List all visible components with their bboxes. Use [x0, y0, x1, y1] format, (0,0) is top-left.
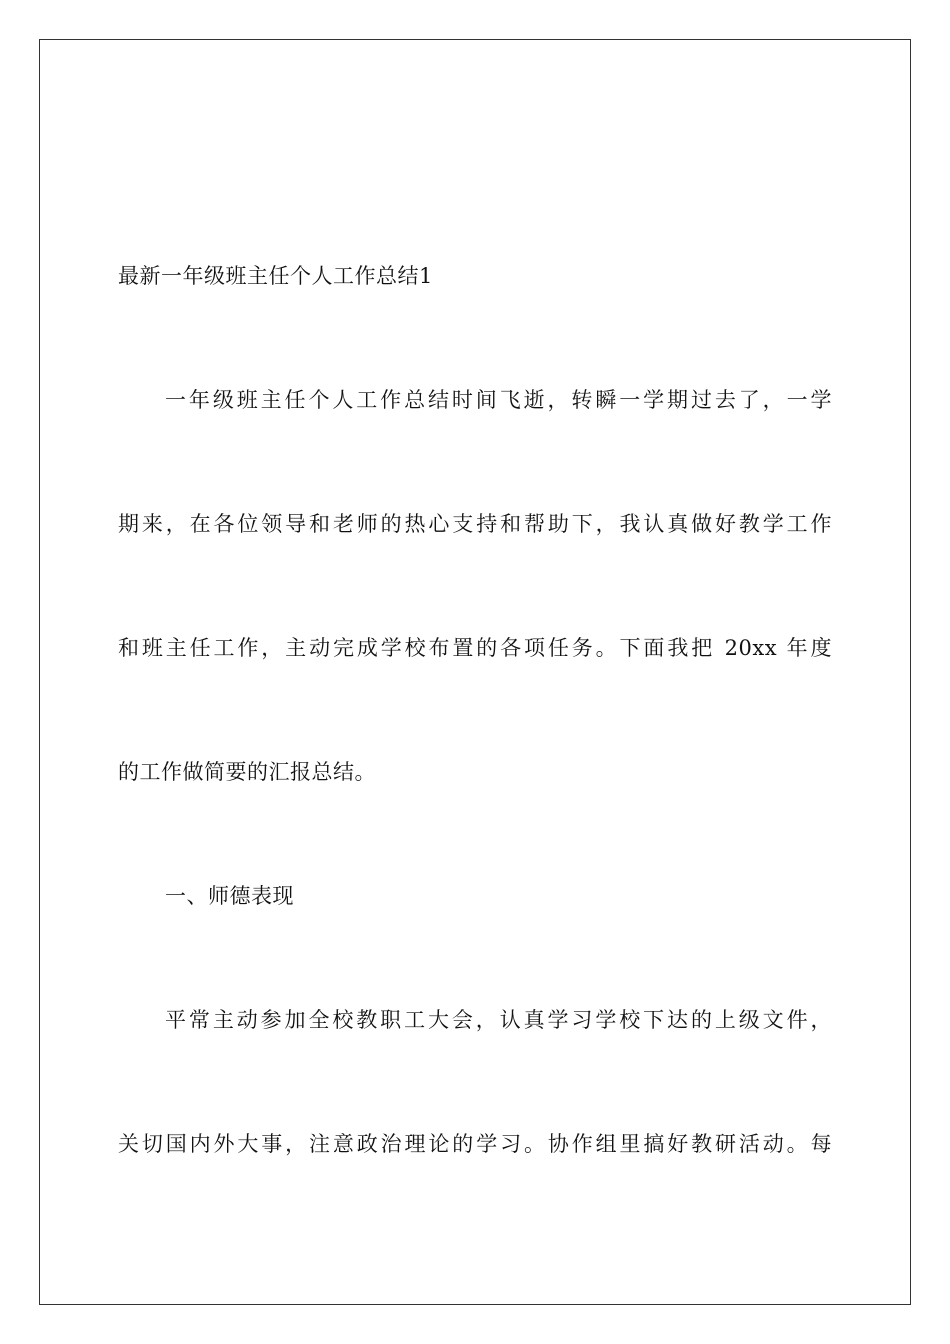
paragraph-line: 和班主任工作，主动完成学校布置的各项任务。下面我把 20xx 年度: [118, 636, 832, 660]
paragraph-line: 的工作做简要的汇报总结。: [118, 760, 376, 784]
paragraph-line: 一年级班主任个人工作总结时间飞逝，转瞬一学期过去了，一学: [165, 388, 832, 412]
paragraph-line: 关切国内外大事，注意政治理论的学习。协作组里搞好教研活动。每: [118, 1132, 832, 1156]
section-heading: 一、师德表现: [165, 884, 294, 908]
paragraph-line: 期来，在各位领导和老师的热心支持和帮助下，我认真做好教学工作: [118, 512, 832, 536]
document-title: 最新一年级班主任个人工作总结1: [118, 264, 433, 288]
page-frame: [39, 39, 911, 1305]
paragraph-line: 平常主动参加全校教职工大会，认真学习学校下达的上级文件，: [165, 1008, 832, 1032]
